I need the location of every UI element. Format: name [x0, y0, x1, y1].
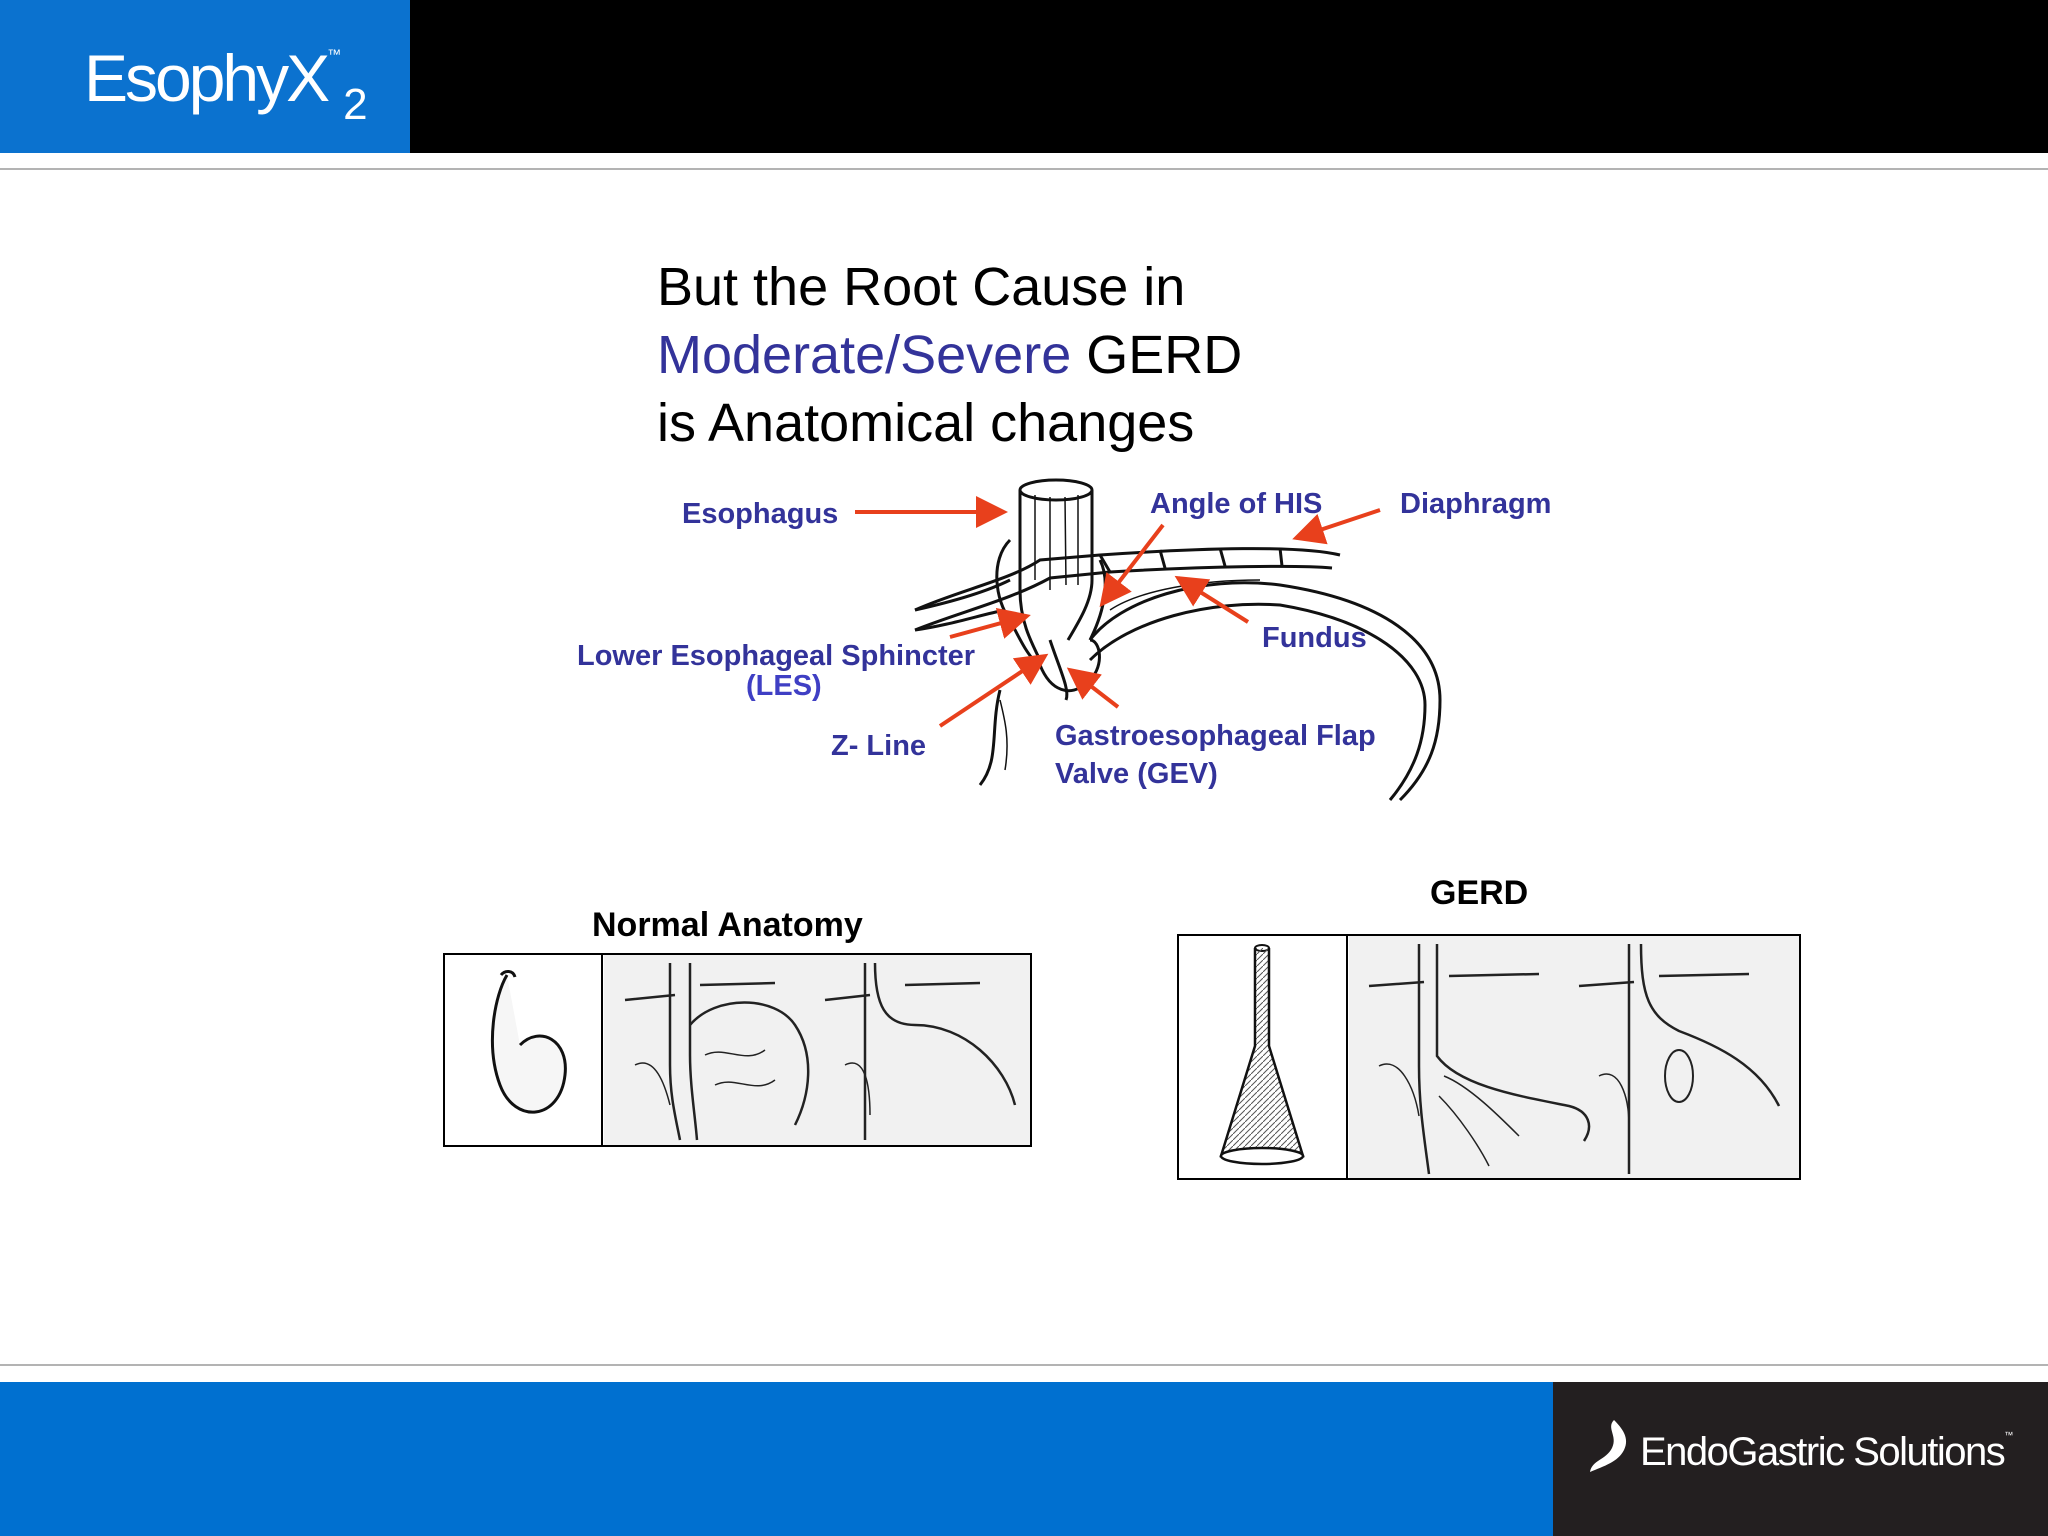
label-angle-of-his: Angle of HIS: [1150, 488, 1323, 520]
label-esophagus: Esophagus: [682, 498, 839, 530]
title-line-1: But the Root Cause in: [657, 257, 1186, 317]
label-arrows: [855, 510, 1380, 726]
gerd-drawing: [1179, 936, 1799, 1178]
label-z-line: Z- Line: [831, 730, 927, 762]
label-gev-line1: Gastroesophageal Flap: [1055, 720, 1376, 752]
gerd-caption: GERD: [1430, 874, 1529, 912]
logo-trademark: ™: [327, 46, 342, 62]
esophagus-opening: [1020, 480, 1092, 500]
footer-divider: [0, 1364, 2048, 1366]
flap-valve: [1040, 640, 1099, 691]
gerd-panel: [1177, 934, 1801, 1180]
logo-subscript: 2: [343, 80, 368, 129]
label-fundus: Fundus: [1262, 622, 1367, 654]
normal-anatomy-drawing: [445, 955, 1030, 1145]
normal-anatomy-panel: [443, 953, 1032, 1147]
logo-main-text: EsophyX: [84, 41, 328, 115]
gerd-funnel-icon: [1221, 945, 1303, 1164]
esophagus-left-wall: [1020, 490, 1040, 660]
footer-trademark: ™: [2004, 1430, 2014, 1440]
label-les: Lower Esophageal Sphincter: [577, 640, 976, 672]
normal-anatomy-caption: Normal Anatomy: [592, 906, 863, 944]
label-les-abbr: (LES): [746, 670, 822, 702]
label-diaphragm: Diaphragm: [1400, 488, 1552, 520]
title-line-3: is Anatomical changes: [657, 393, 1195, 453]
label-gev-line2: Valve (GEV): [1055, 758, 1218, 790]
endogastric-swirl-icon: [1586, 1414, 1636, 1484]
title-accent: Moderate/Severe: [657, 325, 1072, 385]
footer-company-name: EndoGastric Solutions: [1640, 1430, 2005, 1474]
endogastric-logo: [1640, 1430, 2013, 1475]
title-line-2-rest: GERD: [1071, 325, 1243, 385]
normal-stomach-icon: [492, 975, 565, 1112]
stomach-left-wall: [980, 690, 1000, 785]
